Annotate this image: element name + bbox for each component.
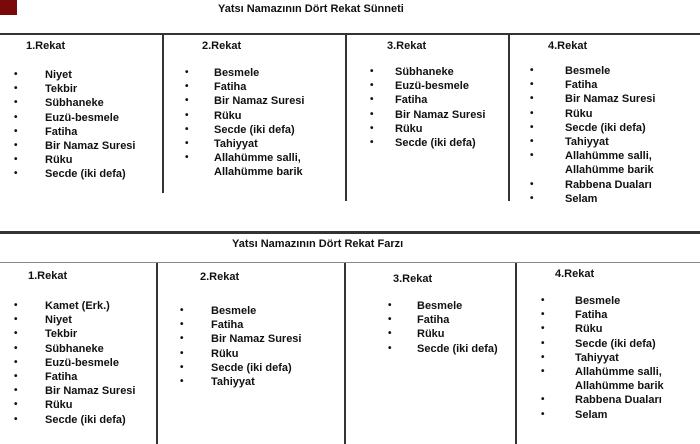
- bullet-icon: •: [180, 375, 184, 387]
- item-text: Rabbena Duaları: [565, 178, 652, 191]
- bullet-icon: •: [185, 109, 189, 121]
- item-text: Kamet (Erk.): [45, 300, 110, 312]
- bullet-icon: •: [530, 150, 534, 162]
- item-text: Secde (iki defa): [395, 136, 476, 149]
- item-text: Euzü-besmele: [45, 111, 119, 124]
- bullet-icon: •: [370, 122, 374, 134]
- item-text: Fatiha: [575, 309, 608, 322]
- bullet-icon: •: [185, 95, 189, 107]
- bullet-icon: •: [14, 342, 18, 354]
- bullet-icon: •: [185, 152, 189, 164]
- item-text: Fatiha: [45, 370, 78, 383]
- bullet-icon: •: [541, 323, 545, 335]
- bullet-icon: •: [14, 413, 18, 425]
- bullet-icon: •: [530, 121, 534, 133]
- item-text: Tekbir: [45, 83, 78, 96]
- bullet-icon: •: [14, 83, 18, 95]
- bullet-icon: •: [530, 135, 534, 147]
- bullet-icon: •: [14, 385, 18, 397]
- bullet-icon: •: [530, 65, 534, 76]
- item-text: Rüku: [214, 109, 242, 122]
- item-text: Bir Namaz Suresi: [45, 385, 136, 398]
- bullet-icon: •: [180, 333, 184, 345]
- item-text: Bir Namaz Suresi: [45, 139, 136, 152]
- divider: [515, 262, 517, 444]
- column-header: 1.Rekat: [26, 40, 66, 52]
- bullet-icon: •: [14, 300, 18, 311]
- item-text: Euzü-besmele: [45, 356, 119, 369]
- item-text: Secde (iki defa): [45, 168, 126, 181]
- item-text: Allahümme salli, Allahümme barik: [214, 152, 303, 179]
- column-header: 3.Rekat: [393, 273, 433, 285]
- bullet-icon: •: [541, 351, 545, 363]
- item-text: Tekbir: [45, 328, 78, 341]
- bullet-icon: •: [14, 97, 18, 109]
- bullet-icon: •: [541, 337, 545, 349]
- item-text: Bir Namaz Suresi: [395, 108, 486, 121]
- item-text: Besmele: [211, 305, 257, 317]
- bullet-icon: •: [388, 342, 392, 354]
- bullet-icon: •: [370, 136, 374, 148]
- divider: [344, 262, 346, 444]
- item-text: Bir Namaz Suresi: [214, 95, 305, 108]
- item-text: Allahümme salli, Allahümme barik: [575, 365, 664, 392]
- divider: [345, 33, 347, 201]
- item-text: Fatiha: [214, 81, 247, 94]
- bullet-icon: •: [541, 394, 545, 406]
- bullet-icon: •: [541, 309, 545, 321]
- item-text: Rüku: [45, 399, 73, 412]
- bullet-icon: •: [388, 328, 392, 340]
- bullet-icon: •: [180, 305, 184, 316]
- item-text: Selam: [565, 192, 598, 205]
- item-text: Euzü-besmele: [395, 80, 469, 93]
- item-text: Fatiha: [565, 79, 598, 92]
- bullet-icon: •: [14, 399, 18, 411]
- bullet-icon: •: [541, 365, 545, 377]
- bullet-icon: •: [370, 66, 374, 77]
- item-text: Sübhaneke: [45, 342, 104, 355]
- bullet-icon: •: [185, 137, 189, 149]
- farz-title: Yatsı Namazının Dört Rekat Farzı: [232, 238, 404, 250]
- item-text: Selam: [575, 408, 608, 421]
- bullet-icon: •: [14, 356, 18, 368]
- bullet-icon: •: [530, 192, 534, 204]
- bullet-icon: •: [530, 93, 534, 105]
- bullet-icon: •: [14, 154, 18, 166]
- bullet-icon: •: [14, 314, 18, 326]
- item-text: Besmele: [417, 300, 463, 312]
- item-text: Tahiyyat: [575, 351, 619, 364]
- bullet-icon: •: [185, 67, 189, 78]
- item-text: Tahiyyat: [565, 135, 609, 148]
- bullet-icon: •: [14, 328, 18, 340]
- item-text: Niyet: [45, 69, 72, 81]
- item-text: Secde (iki defa): [214, 123, 295, 136]
- item-text: Secde (iki defa): [565, 121, 646, 134]
- item-text: Secde (iki defa): [417, 342, 498, 355]
- bullet-icon: •: [530, 107, 534, 119]
- bullet-icon: •: [541, 295, 545, 306]
- bullet-icon: •: [14, 168, 18, 180]
- bullet-icon: •: [185, 81, 189, 93]
- item-text: Allahümme salli, Allahümme barik: [565, 150, 654, 177]
- bullet-icon: •: [530, 178, 534, 190]
- bullet-icon: •: [180, 361, 184, 373]
- item-text: Fatiha: [417, 314, 450, 327]
- bullet-icon: •: [14, 111, 18, 123]
- bullet-icon: •: [180, 319, 184, 331]
- bullet-icon: •: [530, 79, 534, 91]
- item-text: Niyet: [45, 314, 72, 327]
- bullet-icon: •: [388, 314, 392, 326]
- item-text: Besmele: [565, 65, 611, 77]
- bullet-icon: •: [370, 108, 374, 120]
- bullet-icon: •: [14, 69, 18, 80]
- item-text: Rüku: [45, 154, 73, 167]
- item-text: Rüku: [211, 347, 239, 360]
- column-header: 4.Rekat: [555, 268, 595, 280]
- divider: [0, 231, 700, 234]
- item-text: Sübhaneke: [395, 66, 454, 78]
- item-text: Fatiha: [211, 319, 244, 332]
- divider: [508, 33, 510, 201]
- item-text: Rüku: [417, 328, 445, 341]
- item-text: Bir Namaz Suresi: [565, 93, 656, 106]
- divider: [0, 262, 700, 263]
- bullet-icon: •: [541, 408, 545, 420]
- column-header: 2.Rekat: [202, 40, 242, 52]
- item-text: Rüku: [575, 323, 603, 336]
- bullet-icon: •: [14, 370, 18, 382]
- bullet-icon: •: [370, 80, 374, 92]
- item-text: Secde (iki defa): [211, 361, 292, 374]
- column-header: 3.Rekat: [387, 40, 427, 52]
- item-text: Tahiyyat: [214, 137, 258, 150]
- item-text: Secde (iki defa): [575, 337, 656, 350]
- item-text: Besmele: [214, 67, 260, 79]
- bullet-icon: •: [14, 125, 18, 137]
- divider: [0, 33, 700, 35]
- item-text: Rüku: [395, 122, 423, 135]
- bullet-icon: •: [185, 123, 189, 135]
- bullet-icon: •: [388, 300, 392, 311]
- item-text: Rüku: [565, 107, 593, 120]
- item-text: Bir Namaz Suresi: [211, 333, 302, 346]
- item-text: Tahiyyat: [211, 375, 255, 388]
- divider: [162, 33, 164, 193]
- logo-block: [0, 0, 17, 15]
- bullet-icon: •: [14, 139, 18, 151]
- bullet-icon: •: [180, 347, 184, 359]
- item-text: Rabbena Duaları: [575, 394, 662, 407]
- item-text: Sübhaneke: [45, 97, 104, 110]
- column-header: 1.Rekat: [28, 270, 68, 282]
- column-header: 4.Rekat: [548, 40, 588, 52]
- item-text: Besmele: [575, 295, 621, 307]
- column-header: 2.Rekat: [200, 271, 240, 283]
- item-text: Fatiha: [45, 125, 78, 138]
- bullet-icon: •: [370, 94, 374, 106]
- sunnet-title: Yatsı Namazının Dört Rekat Sünneti: [218, 3, 404, 15]
- item-text: Secde (iki defa): [45, 413, 126, 426]
- divider: [156, 262, 158, 444]
- item-text: Fatiha: [395, 94, 428, 107]
